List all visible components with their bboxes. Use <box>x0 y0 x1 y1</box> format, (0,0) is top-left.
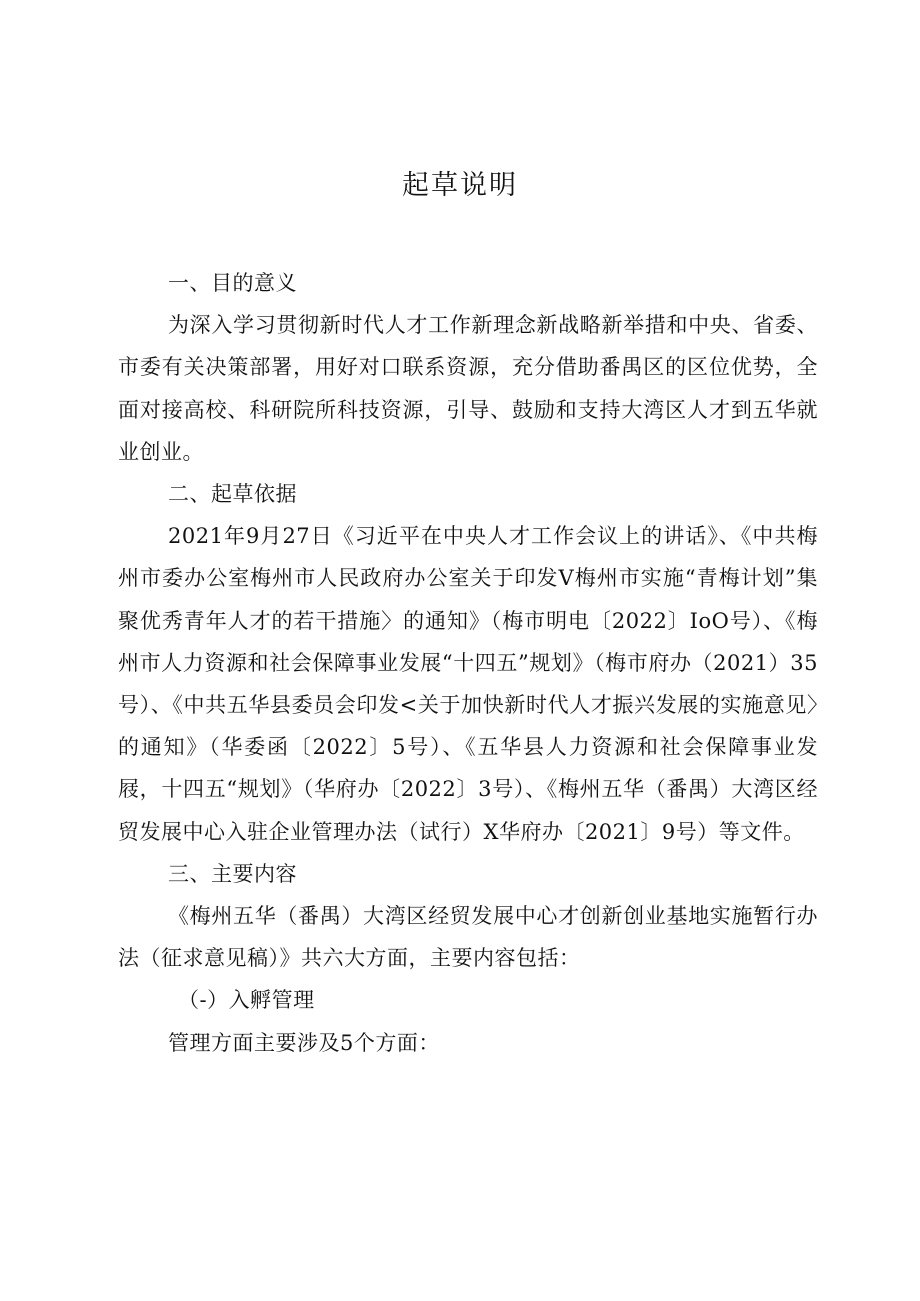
paragraph-basis: 2021年9月27日《习近平在中央人才工作会议上的讲话》、《中共梅州市委办公室梅州市人民政府办公室关于印发Ⅴ梅州市实施“青梅计划”集聚优秀青年人才的若干措施〉的通知》（梅市明电〔2022〕IoO号）、《梅州市人力资源和社会保障事业发展“十四五”规划》（梅市府办（2021）35号）、《中共五华县委员会印发<关于加快新时代人才振兴发展的实施意见〉的通知》（华委函〔2022〕5号）、《五华县人力资源和社会保障事业发屐，十四五“规划》（华府办〔2022〕3号）、《梅州五华（番禺）大湾区经贸发展中心入驻企业管理办法（试行）X华府办〔2021〕9号）等文件。 <box>118 524 818 844</box>
subheading-incubation: （-）入孵管理 <box>178 988 315 1013</box>
paragraph-purpose: 为深入学习贯彻新时代人才工作新理念新战略新举措和中央、省委、市委有关决策部署，用好对口联系资源，充分借助番禺区的区位优势，全面对接高校、科研院所科技资源，引导、鼓励和支持大湾区人才到五华就业创业。 <box>118 313 818 464</box>
line-management-aspects: 管理方面主要涉及5个方面： <box>168 1030 440 1055</box>
document-body <box>118 262 818 1064</box>
section-heading-purpose: 一、目的意义 <box>168 271 297 295</box>
paragraph-content: 《梅州五华（番禺）大湾区经贸发展中心才创新创业基地实施暂行办法（征求意见稿）》共六大方面，主要内容包括： <box>118 904 818 971</box>
section-heading-content: 三、主要内容 <box>168 861 297 886</box>
section-heading-basis: 二、起草依据 <box>168 482 297 507</box>
document-title: 起草说明 <box>402 170 518 201</box>
